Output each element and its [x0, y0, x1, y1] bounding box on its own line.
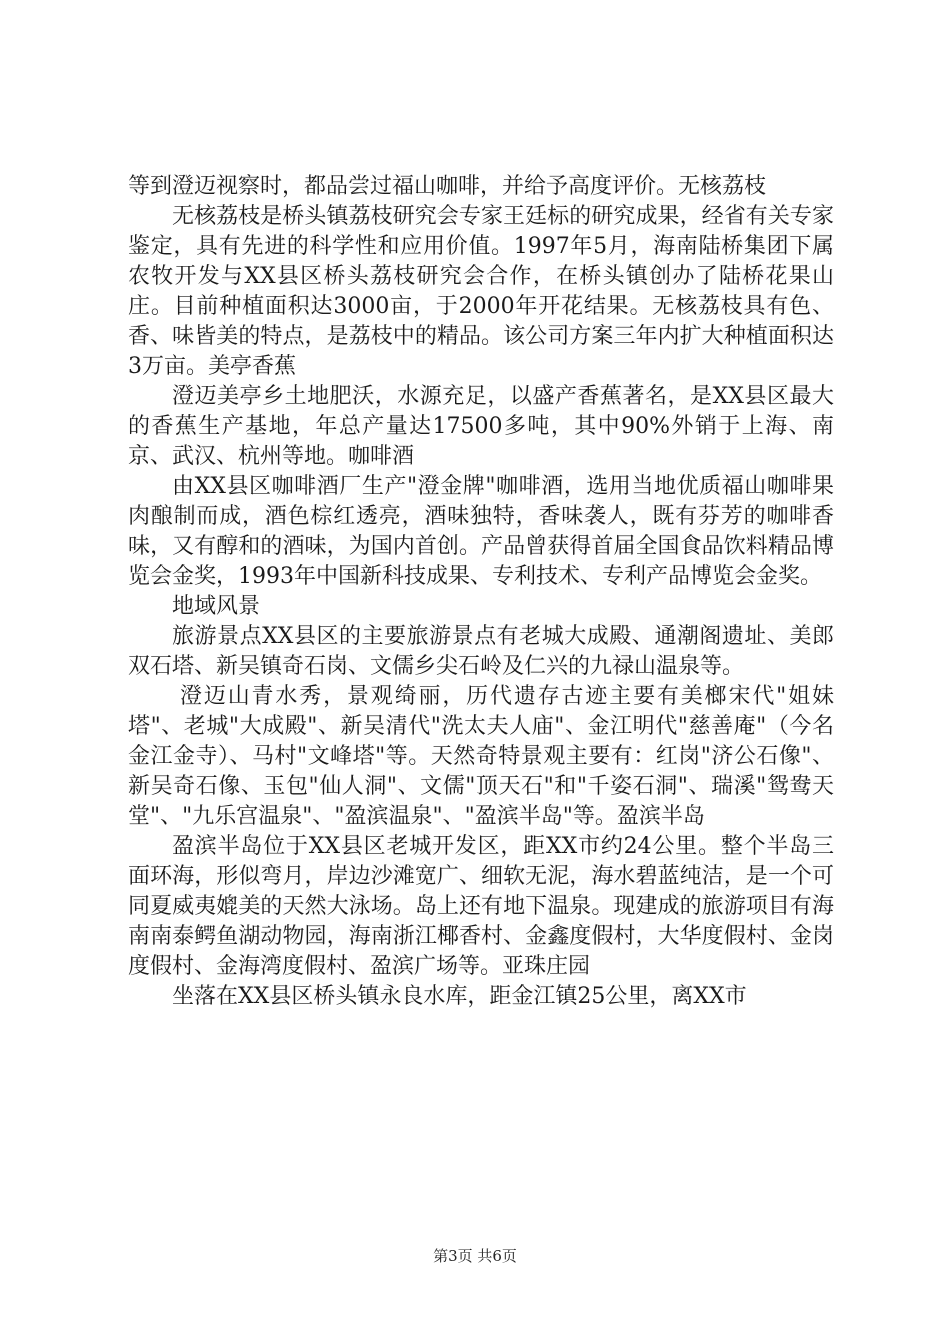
paragraph-historic-sites: 澄迈山青水秀，景观绮丽，历代遗存古迹主要有美榔宋代"姐妹塔"、老城"大成殿"、新吴清代"洗太夫人庙"、金江明代"慈善庵"（今名金江金寺）、马村"文峰塔"等。天然奇特景观主要有：红岗"济公石像"、新吴奇石像、玉包"仙人洞"、文儒"顶天石"和"千姿石洞"、瑞溪"鸳鸯天堂"、"九乐宫温泉"、"盈滨温泉"、"盈滨半岛"等。盈滨半岛	[128, 684, 834, 829]
paragraph-coffee-wine: 由XX县区咖啡酒厂生产"澄金牌"咖啡酒，选用当地优质福山咖啡果肉酿制而成，酒色棕红透亮，酒味独特，香味袭人，既有芬芳的咖啡香味，又有醇和的酒味，为国内首创。产品曾获得首届全国食品饮料精品博览会金奖，1993年中国新科技成果、专利技术、专利产品博览会金奖。	[128, 474, 834, 589]
section-heading-scenery: 地域风景	[172, 594, 261, 619]
paragraph-meiting-banana: 澄迈美亭乡土地肥沃，水源充足，以盛产香蕉著名，是XX县区最大的香蕉生产基地，年总产量达17500多吨，其中90%外销于上海、南京、武汉、杭州等地。咖啡酒	[128, 384, 834, 469]
paragraph-fushan-coffee-ending: 等到澄迈视察时，都品尝过福山咖啡，并给予高度评价。无核荔枝	[128, 174, 767, 199]
document-body	[128, 172, 834, 1012]
paragraph-yingbin-peninsula: 盈滨半岛位于XX县区老城开发区，距XX市约24公里。整个半岛三面环海，形似弯月，岸边沙滩宽广、细软无泥，海水碧蓝纯洁，是一个可同夏威夷媲美的天然大泳场。岛上还有地下温泉。现建成的旅游项目有海南南泰鳄鱼湖动物园，海南浙江椰香村、金鑫度假村，大华度假村、金岗度假村、金海湾度假村、盈滨广场等。亚珠庄园	[128, 834, 834, 979]
paragraph-seedless-lychee: 无核荔枝是桥头镇荔枝研究会专家王廷标的研究成果，经省有关专家鉴定，具有先进的科学性和应用价值。1997年5月，海南陆桥集团下属农牧开发与XX县区桥头荔枝研究会合作，在桥头镇创办了陆桥花果山庄。目前种植面积达3000亩，于2000年开花结果。无核荔枝具有色、香、味皆美的特点，是荔枝中的精品。该公司方案三年内扩大种植面积达3万亩。美亭香蕉	[128, 204, 834, 379]
paragraph-tourist-spots: 旅游景点XX县区的主要旅游景点有老城大成殿、通潮阁遗址、美郎双石塔、新吴镇奇石岗、文儒乡尖石岭及仁兴的九禄山温泉等。	[128, 624, 834, 679]
page-number-footer: 第3页 共6页	[433, 1247, 517, 1265]
paragraph-yazhu-manor: 坐落在XX县区桥头镇永良水库，距金江镇25公里，离XX市	[172, 984, 747, 1009]
